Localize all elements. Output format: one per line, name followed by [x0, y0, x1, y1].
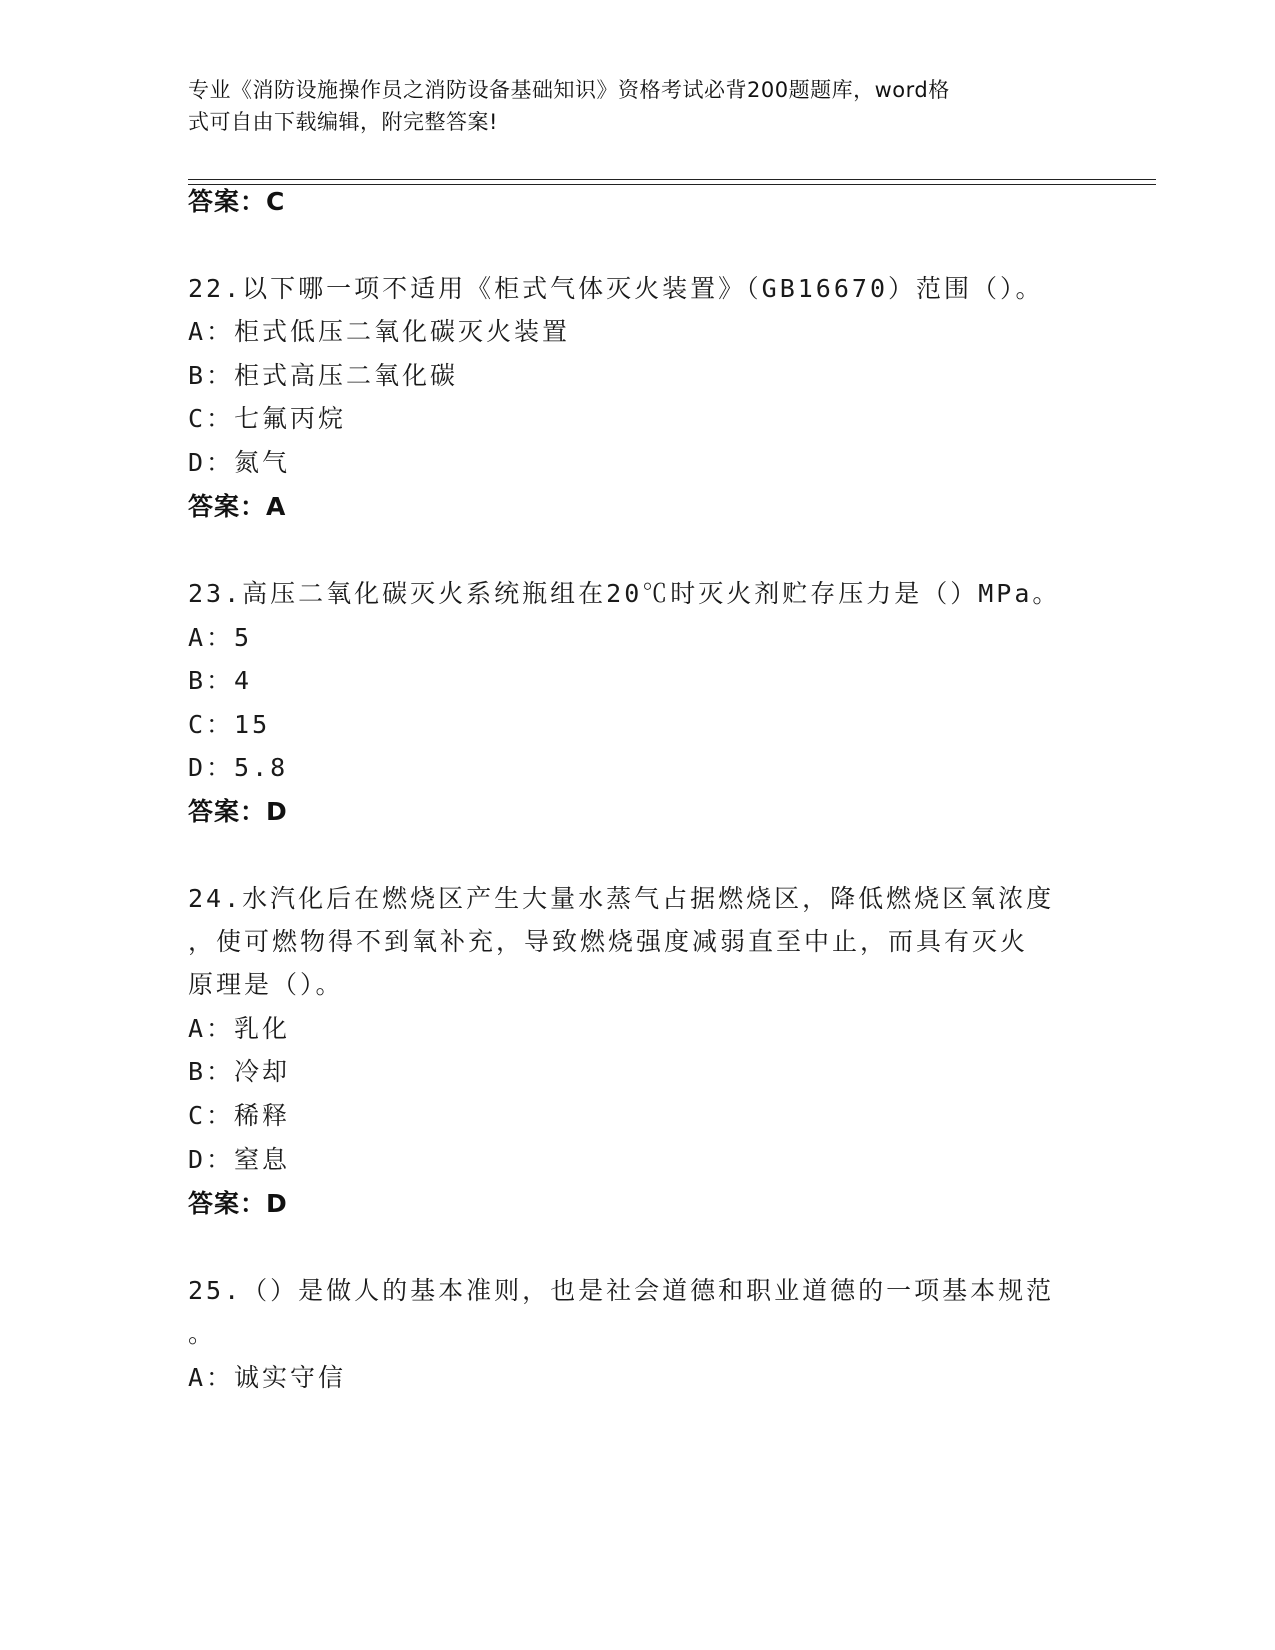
question-22-option-a: A：柜式低压二氧化碳灭火装置 [188, 317, 571, 346]
question-23-option-b: B：4 [188, 666, 253, 695]
question-24-option-a: A：乳化 [188, 1014, 291, 1043]
header-divider-bottom [188, 184, 1156, 185]
question-23-stem: 23.高压二氧化碳灭火系统瓶组在20℃时灭火剂贮存压力是（）MPa。 [188, 579, 1061, 608]
header-line-2: 式可自由下载编辑，附完整答案! [188, 110, 498, 134]
question-23-option-d: D：5.8 [188, 753, 289, 782]
question-24-stem-line-2: ，使可燃物得不到氧补充，导致燃烧强度减弱直至中止，而具有灭火 [188, 927, 1029, 956]
document-header [188, 74, 1068, 138]
question-24-option-c: C：稀释 [188, 1101, 291, 1130]
question-22-answer: 答案：A [188, 492, 287, 521]
question-23-answer: 答案：D [188, 797, 288, 826]
question-25-stem-line-1: 25.（）是做人的基本准则，也是社会道德和职业道德的一项基本规范 [188, 1276, 1055, 1305]
header-divider-top [188, 179, 1156, 180]
previous-answer: 答案：C [188, 187, 286, 216]
question-25-stem-line-2: 。 [188, 1319, 217, 1348]
question-23-option-c: C：15 [188, 710, 271, 739]
question-22-option-d: D：氮气 [188, 448, 291, 477]
question-24-stem-line-1: 24.水汽化后在燃烧区产生大量水蒸气占据燃烧区，降低燃烧区氧浓度 [188, 884, 1055, 913]
question-24-option-d: D：窒息 [188, 1145, 291, 1174]
question-22-option-b: B：柜式高压二氧化碳 [188, 361, 459, 390]
question-25-option-a: A：诚实守信 [188, 1363, 347, 1392]
question-24-stem-line-3: 原理是（）。 [188, 970, 344, 999]
question-22-option-c: C：七氟丙烷 [188, 404, 347, 433]
question-22-stem: 22.以下哪一项不适用《柜式气体灭火装置》（GB16670）范围（）。 [188, 274, 1044, 303]
header-line-1: 专业《消防设施操作员之消防设备基础知识》资格考试必背200题题库，word格 [188, 78, 950, 102]
question-24-answer: 答案：D [188, 1189, 288, 1218]
question-24-option-b: B：冷却 [188, 1057, 291, 1086]
question-23-option-a: A：5 [188, 623, 253, 652]
